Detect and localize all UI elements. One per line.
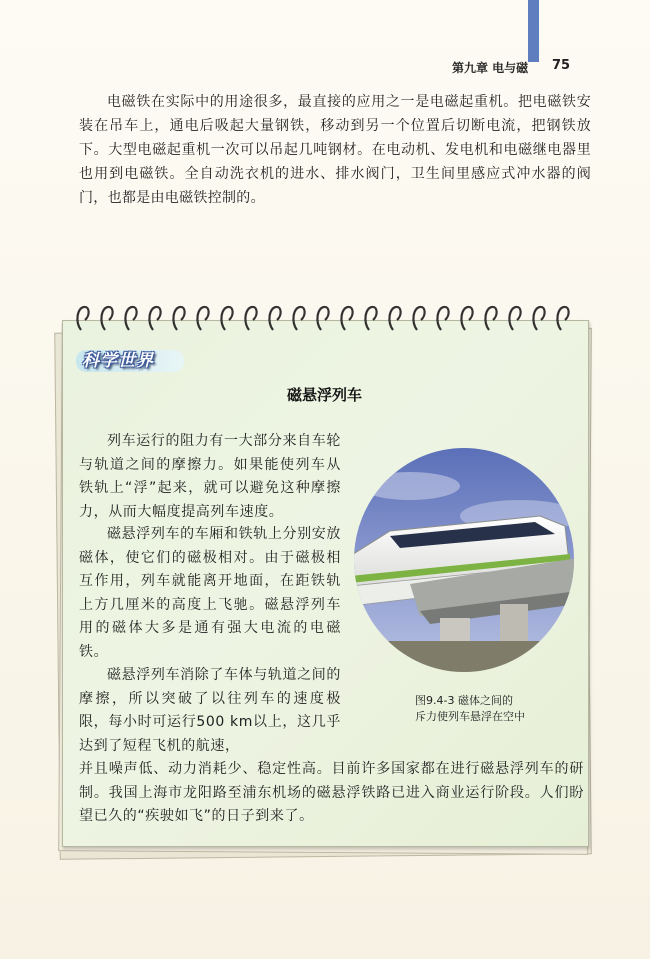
box-paragraph-3-continued: 并且噪声低、动力消耗少、稳定性高。目前许多国家都在进行磁悬浮列车的研制。我国上海市龙阳路至浦东机场的磁悬浮铁路已进入商业运行阶段。人们盼望已久的“疾驶如飞”的日子到来了。 — [79, 761, 584, 825]
box-paragraph-2: 磁悬浮列车的车厢和铁轨上分别安放磁体，使它们的磁极相对。由于磁极相互作用，列车就能离开地面，在距铁轨上方几厘米的高度上飞驰。磁悬浮列车用的磁体大多是通有强大电流的电磁铁。 — [79, 526, 341, 660]
figure-caption — [415, 693, 525, 725]
intro-paragraph: 电磁铁在实际中的用途很多，最直接的应用之一是电磁起重机。把电磁铁安装在吊车上，通电后吸起大量钢铁，移动到另一个位置后切断电流，把钢铁放下。大型电磁起重机一次可以吊起几吨钢材。在电动机、发电机和电磁继电器里也用到电磁铁。全自动洗衣机的进水、排水阀门，卫生间里感应式冲水器的阀门，也都是由电磁铁控制的。 — [79, 94, 591, 206]
caption-line-1: 图9.4-3 磁体之间的 — [415, 694, 513, 707]
science-world-badge: 科学世界 — [82, 351, 154, 371]
caption-line-2: 斥力使列车悬浮在空中 — [415, 710, 525, 723]
spiral-binding — [75, 304, 575, 334]
chapter-header: 第九章 电与磁 — [452, 61, 529, 75]
page-number: 75 — [552, 58, 571, 73]
maglev-train-photo — [350, 446, 578, 674]
box-paragraph-1: 列车运行的阻力有一大部分来自车轮与轨道之间的摩擦力。如果能使列车从铁轨上“浮”起来，就可以避免这种摩擦力，从而大幅度提高列车速度。 — [79, 433, 341, 520]
box-title: 磁悬浮列车 — [286, 386, 362, 404]
chapter-tab-marker — [528, 0, 539, 62]
box-paragraph-3: 磁悬浮列车消除了车体与轨道之间的摩擦，所以突破了以往列车的速度极限，每小时可运行500 km以上，这几乎达到了短程飞机的航速， — [79, 667, 341, 754]
